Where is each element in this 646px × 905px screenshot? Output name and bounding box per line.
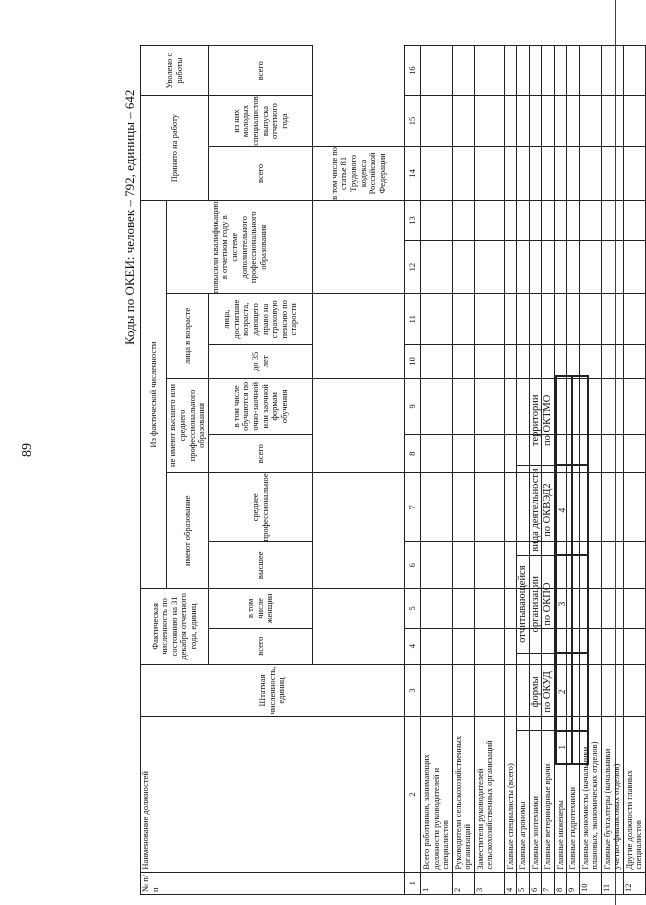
row-number: 11 bbox=[601, 872, 623, 894]
table-row bbox=[567, 46, 580, 895]
column-number: 9 bbox=[405, 378, 421, 435]
column-number: 5 bbox=[405, 589, 421, 629]
row-name: Всего работников, занимающих должности руководителей и специалистов bbox=[421, 717, 453, 872]
column-number: 6 bbox=[405, 542, 421, 589]
column-number: 4 bbox=[405, 628, 421, 664]
row-number: 7 bbox=[542, 872, 555, 894]
page-number: 89 bbox=[20, 443, 35, 457]
row-number: 12 bbox=[623, 872, 645, 894]
header-dismissed-total: всего bbox=[209, 46, 313, 96]
header-actual-total: всего bbox=[209, 628, 313, 664]
table-row bbox=[601, 46, 623, 895]
header-higher: высшее bbox=[209, 542, 313, 589]
header-secondary: среднее профессиональное bbox=[209, 473, 313, 542]
column-number: 12 bbox=[405, 240, 421, 294]
row-name: Главные зоотехники bbox=[529, 717, 542, 872]
row-name: Главные ветеринарные врачи bbox=[542, 717, 555, 872]
row-name: Руководители сельскохозяйственных организаций bbox=[452, 717, 474, 872]
row-name: Заместители руководителей сельскохозяйственных организаций bbox=[474, 717, 504, 872]
code-label-oktmo: территории по ОКТМО bbox=[517, 376, 556, 465]
row-name: Главные бухгалтеры (начальники учетно-финансовых отделов) bbox=[601, 717, 623, 872]
row-number: 8 bbox=[554, 872, 567, 894]
code-number: 4 bbox=[556, 465, 572, 555]
header-persons-age: лица в возрасте bbox=[167, 294, 209, 378]
row-name: Главные специалисты (всего) bbox=[504, 717, 517, 872]
staff-table bbox=[140, 45, 646, 895]
column-number: 1 bbox=[405, 872, 421, 894]
column-number: 10 bbox=[405, 345, 421, 378]
column-number: 14 bbox=[405, 146, 421, 200]
header-under-35: до 35 лет bbox=[209, 345, 313, 378]
row-number: 9 bbox=[567, 872, 580, 894]
header-no-education: не имеют высшего или среднего профессионального образования bbox=[167, 378, 209, 473]
column-number: 11 bbox=[405, 294, 421, 345]
column-number: 8 bbox=[405, 435, 421, 473]
column-number: 13 bbox=[405, 200, 421, 240]
header-studying: в том числе обучаются по очно-заочной или заочной формам обучения bbox=[209, 378, 313, 435]
column-number: 15 bbox=[405, 96, 421, 146]
table-row bbox=[542, 46, 555, 895]
code-label-okpo: отчитывающейся организации по ОКПО bbox=[517, 555, 556, 653]
row-number: 6 bbox=[529, 872, 542, 894]
row-number: 1 bbox=[421, 872, 453, 894]
row-name: Главные агрономы bbox=[517, 717, 530, 872]
header-actual: Фактическая численность по состоянию на 31 декабря отчетного года, единиц bbox=[141, 589, 209, 664]
header-actual-women: в том числе женщин bbox=[209, 589, 313, 629]
table-row bbox=[529, 46, 542, 895]
code-label-okud: формы по ОКУД bbox=[517, 653, 556, 730]
table-row bbox=[517, 46, 530, 895]
header-position: Наименование должностей bbox=[141, 717, 405, 872]
row-name: Главные инженеры bbox=[554, 717, 567, 872]
column-number: 16 bbox=[405, 46, 421, 96]
row-number: 3 bbox=[474, 872, 504, 894]
table-row bbox=[421, 46, 453, 895]
header-of-actual: Из фактической численности bbox=[141, 200, 167, 588]
table-row bbox=[504, 46, 517, 895]
header-has-education: имеют образование bbox=[167, 473, 209, 589]
table-row bbox=[623, 46, 645, 895]
row-name: Другие должности главных специалистов bbox=[623, 717, 645, 872]
table-row bbox=[579, 46, 601, 895]
row-number: 10 bbox=[579, 872, 601, 894]
column-number: 2 bbox=[405, 717, 421, 872]
table-row bbox=[554, 46, 567, 895]
header-dismissed: Уволено с работы bbox=[141, 46, 209, 96]
code-number: 3 bbox=[556, 555, 572, 653]
header-hired: Принято на работу bbox=[141, 96, 209, 201]
header-raised: повысили квалификацию в отчетном году в системе дополнительного профессионального образования bbox=[167, 200, 313, 293]
table-row bbox=[452, 46, 474, 895]
header-no-edu-total: всего bbox=[209, 435, 313, 473]
header-hired-total: всего bbox=[209, 146, 313, 200]
row-number: 4 bbox=[504, 872, 517, 894]
row-name: Главные гидротехники bbox=[567, 717, 580, 872]
code-number: 2 bbox=[556, 653, 572, 730]
column-number: 7 bbox=[405, 473, 421, 542]
header-hired-young: из них молодых специалистов выпуска отчетного года bbox=[209, 96, 313, 146]
column-number: 3 bbox=[405, 664, 421, 717]
row-number: 2 bbox=[452, 872, 474, 894]
row-name: Главные экономисты (начальники плановых, экономических отделов) bbox=[579, 717, 601, 872]
code-label-okved: вида деятельности по ОКВЭД2 bbox=[517, 465, 556, 555]
header-staff: Штатная численность, единиц bbox=[141, 664, 405, 717]
okei-codes-title: Коды по ОКЕИ: человек – 792, единицы – 642 bbox=[122, 89, 137, 345]
row-number: 5 bbox=[517, 872, 530, 894]
table-row bbox=[474, 46, 504, 895]
code-number: 1 bbox=[556, 731, 572, 764]
header-dismissed-art81: в том числе по статье 81 Трудового кодекса Российской Федерации bbox=[313, 146, 405, 200]
header-num: № п/п bbox=[141, 872, 405, 894]
header-pension: лица, достигшие возраста, дающего право на страховую пенсию по старости bbox=[209, 294, 313, 345]
